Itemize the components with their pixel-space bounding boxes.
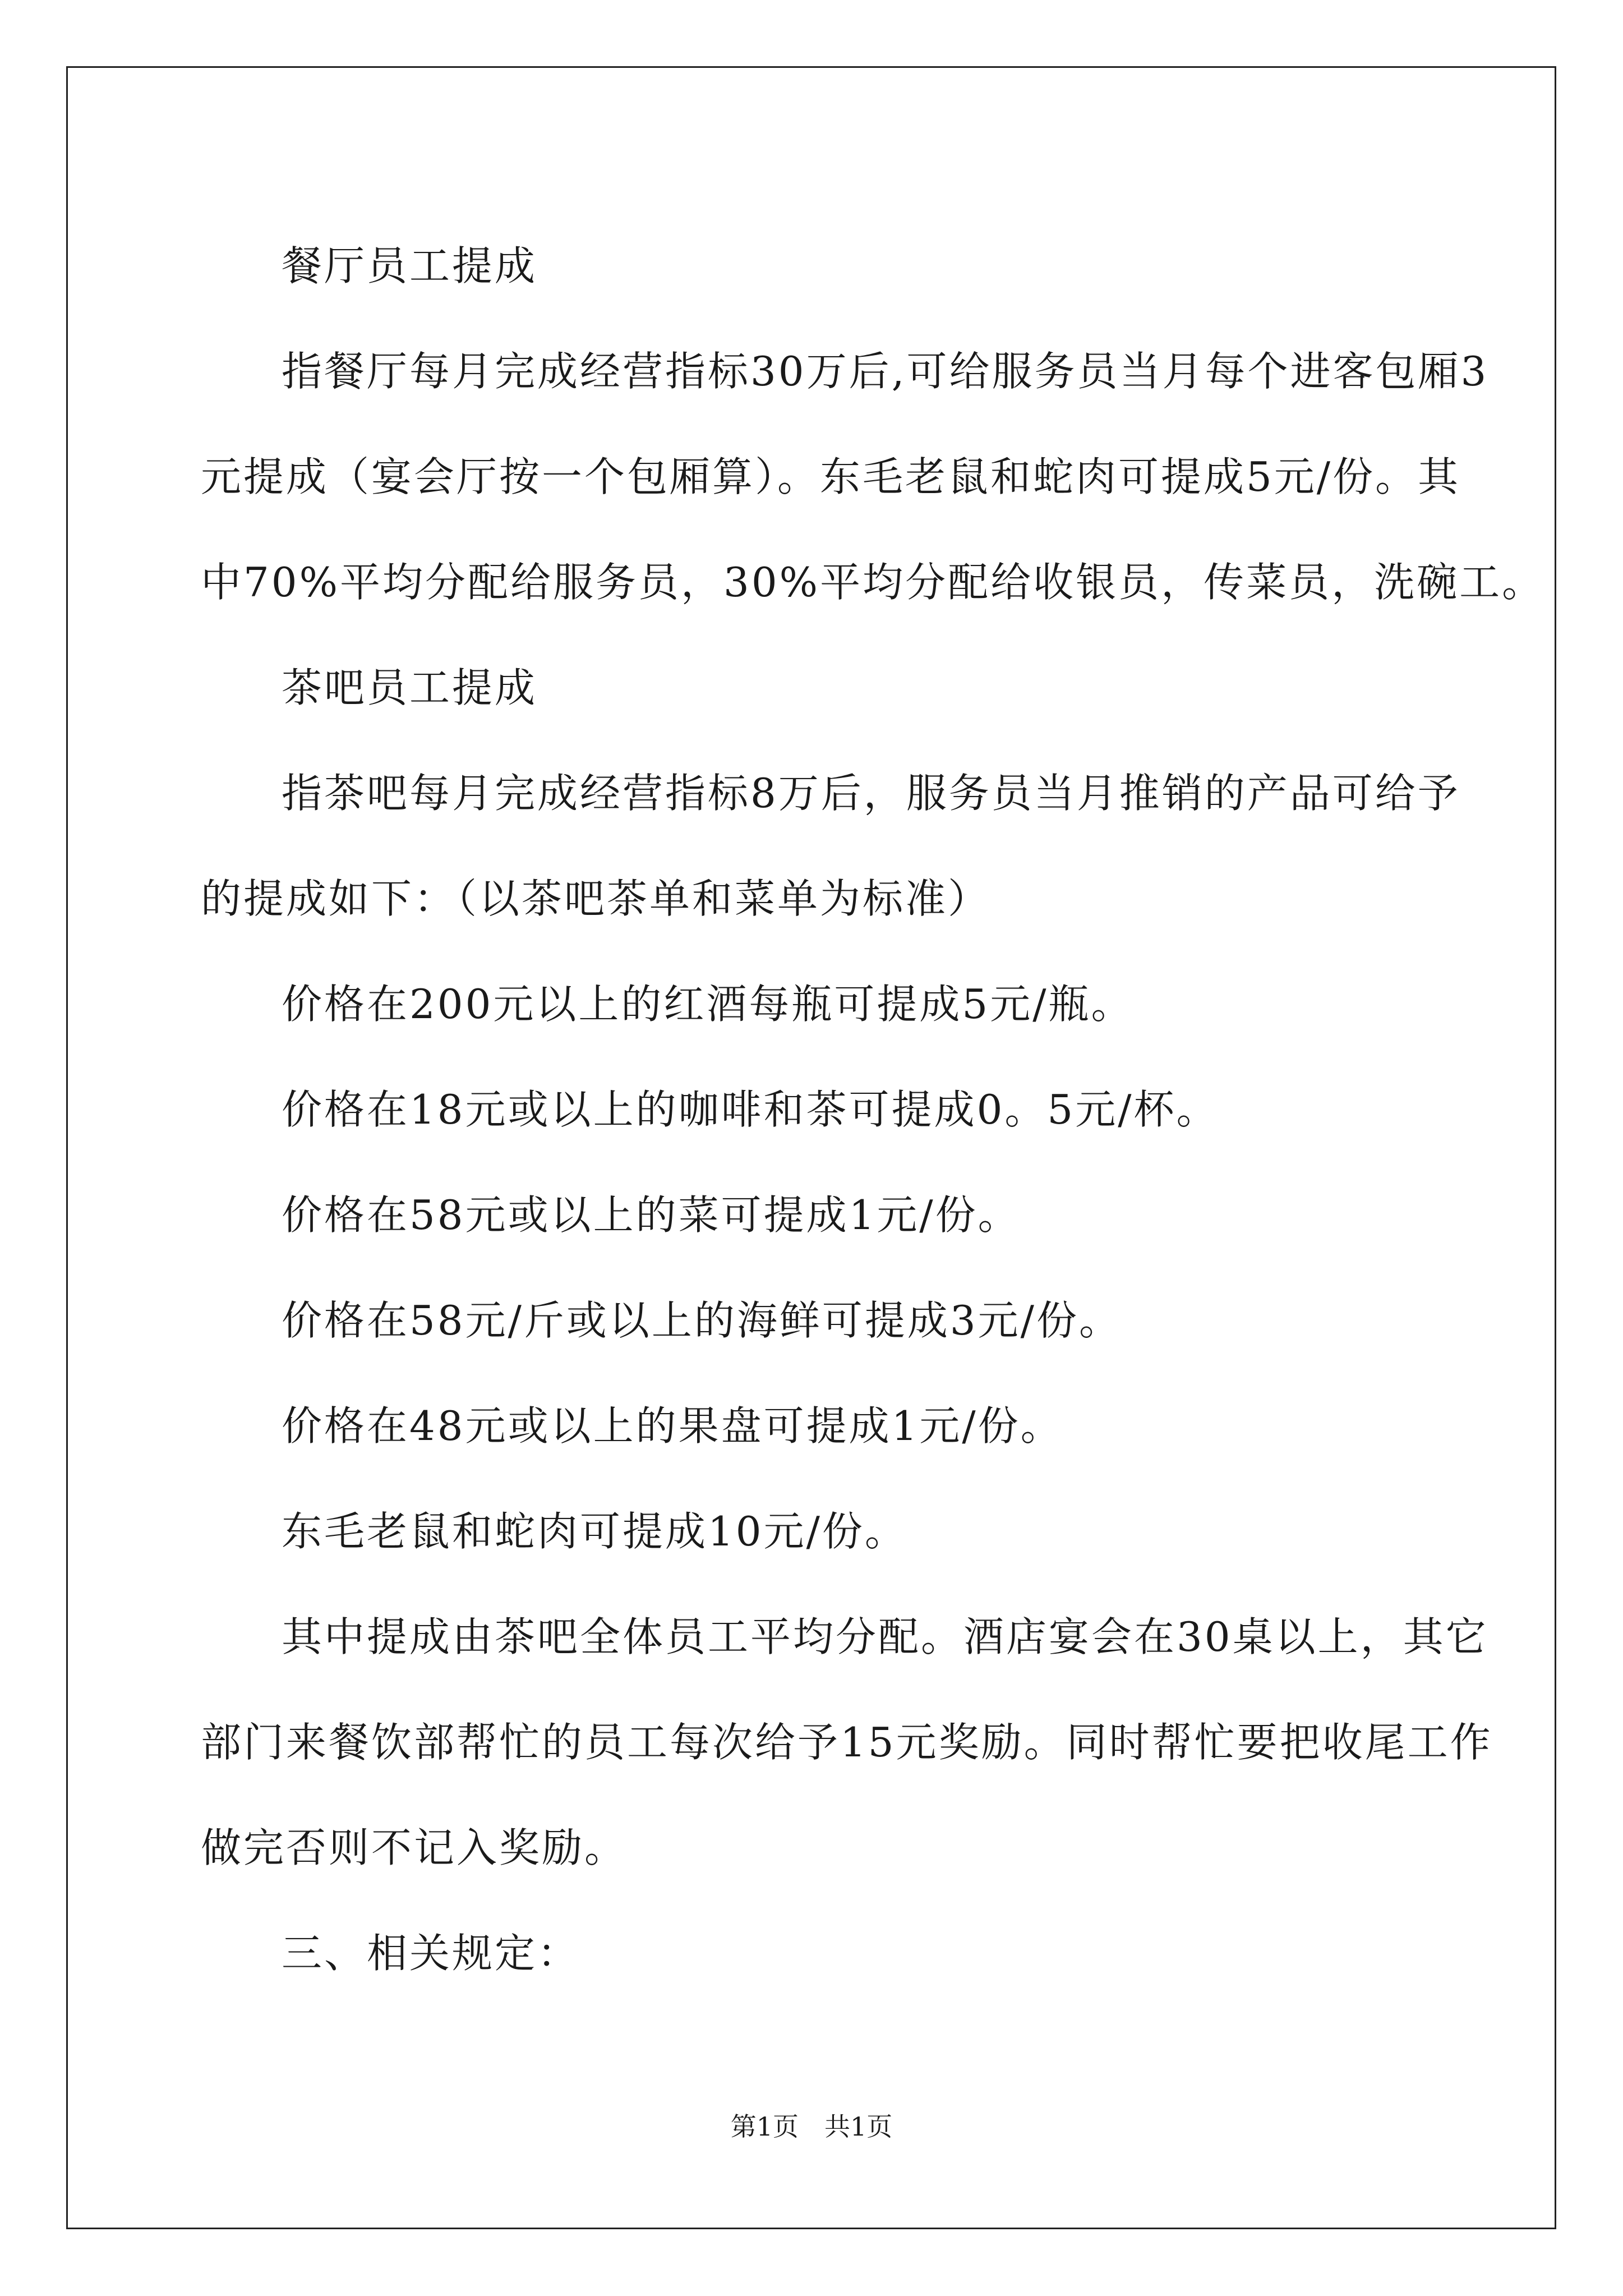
commission-item: 价格在18元或以上的咖啡和茶可提成0。5元/杯。 (282, 1086, 1219, 1133)
heading-teabar-commission: 茶吧员工提成 (282, 664, 538, 711)
paragraph-line: 指餐厅每月完成经营指标30万后,可给服务员当月每个进客包厢3 (282, 348, 1489, 395)
paragraph-line: 的提成如下：（以茶吧茶单和菜单为标准） (201, 875, 991, 922)
commission-item: 价格在58元/斤或以上的海鲜可提成3元/份。 (282, 1297, 1122, 1344)
heading-restaurant-commission: 餐厅员工提成 (282, 242, 538, 289)
paragraph-line: 做完否则不记入奖励。 (201, 1824, 628, 1871)
commission-item: 价格在58元或以上的菜可提成1元/份。 (282, 1191, 1021, 1239)
paragraph-line: 其中提成由茶吧全体员工平均分配。酒店宴会在30桌以上，其它 (282, 1613, 1488, 1660)
commission-item: 价格在200元以上的红酒每瓶可提成5元/瓶。 (282, 981, 1134, 1028)
section-heading-regulations: 三、相关规定： (282, 1930, 580, 1977)
paragraph-line: 中70%平均分配给服务员，30%平均分配给收银员，传菜员，洗碗工。 (201, 559, 1545, 606)
commission-item: 东毛老鼠和蛇肉可提成10元/份。 (282, 1508, 907, 1555)
commission-item: 价格在48元或以上的果盘可提成1元/份。 (282, 1402, 1063, 1450)
paragraph-line: 指茶吧每月完成经营指标8万后，服务员当月推销的产品可给予 (282, 770, 1460, 817)
document-body (201, 213, 1545, 2006)
paragraph-line: 部门来餐饮部帮忙的员工每次给予15元奖励。同时帮忙要把收尾工作 (201, 1719, 1493, 1766)
page-footer: 第1页 共1页 (730, 2111, 893, 2142)
paragraph-line: 元提成（宴会厅按一个包厢算）。东毛老鼠和蛇肉可提成5元/份。其 (201, 453, 1461, 500)
